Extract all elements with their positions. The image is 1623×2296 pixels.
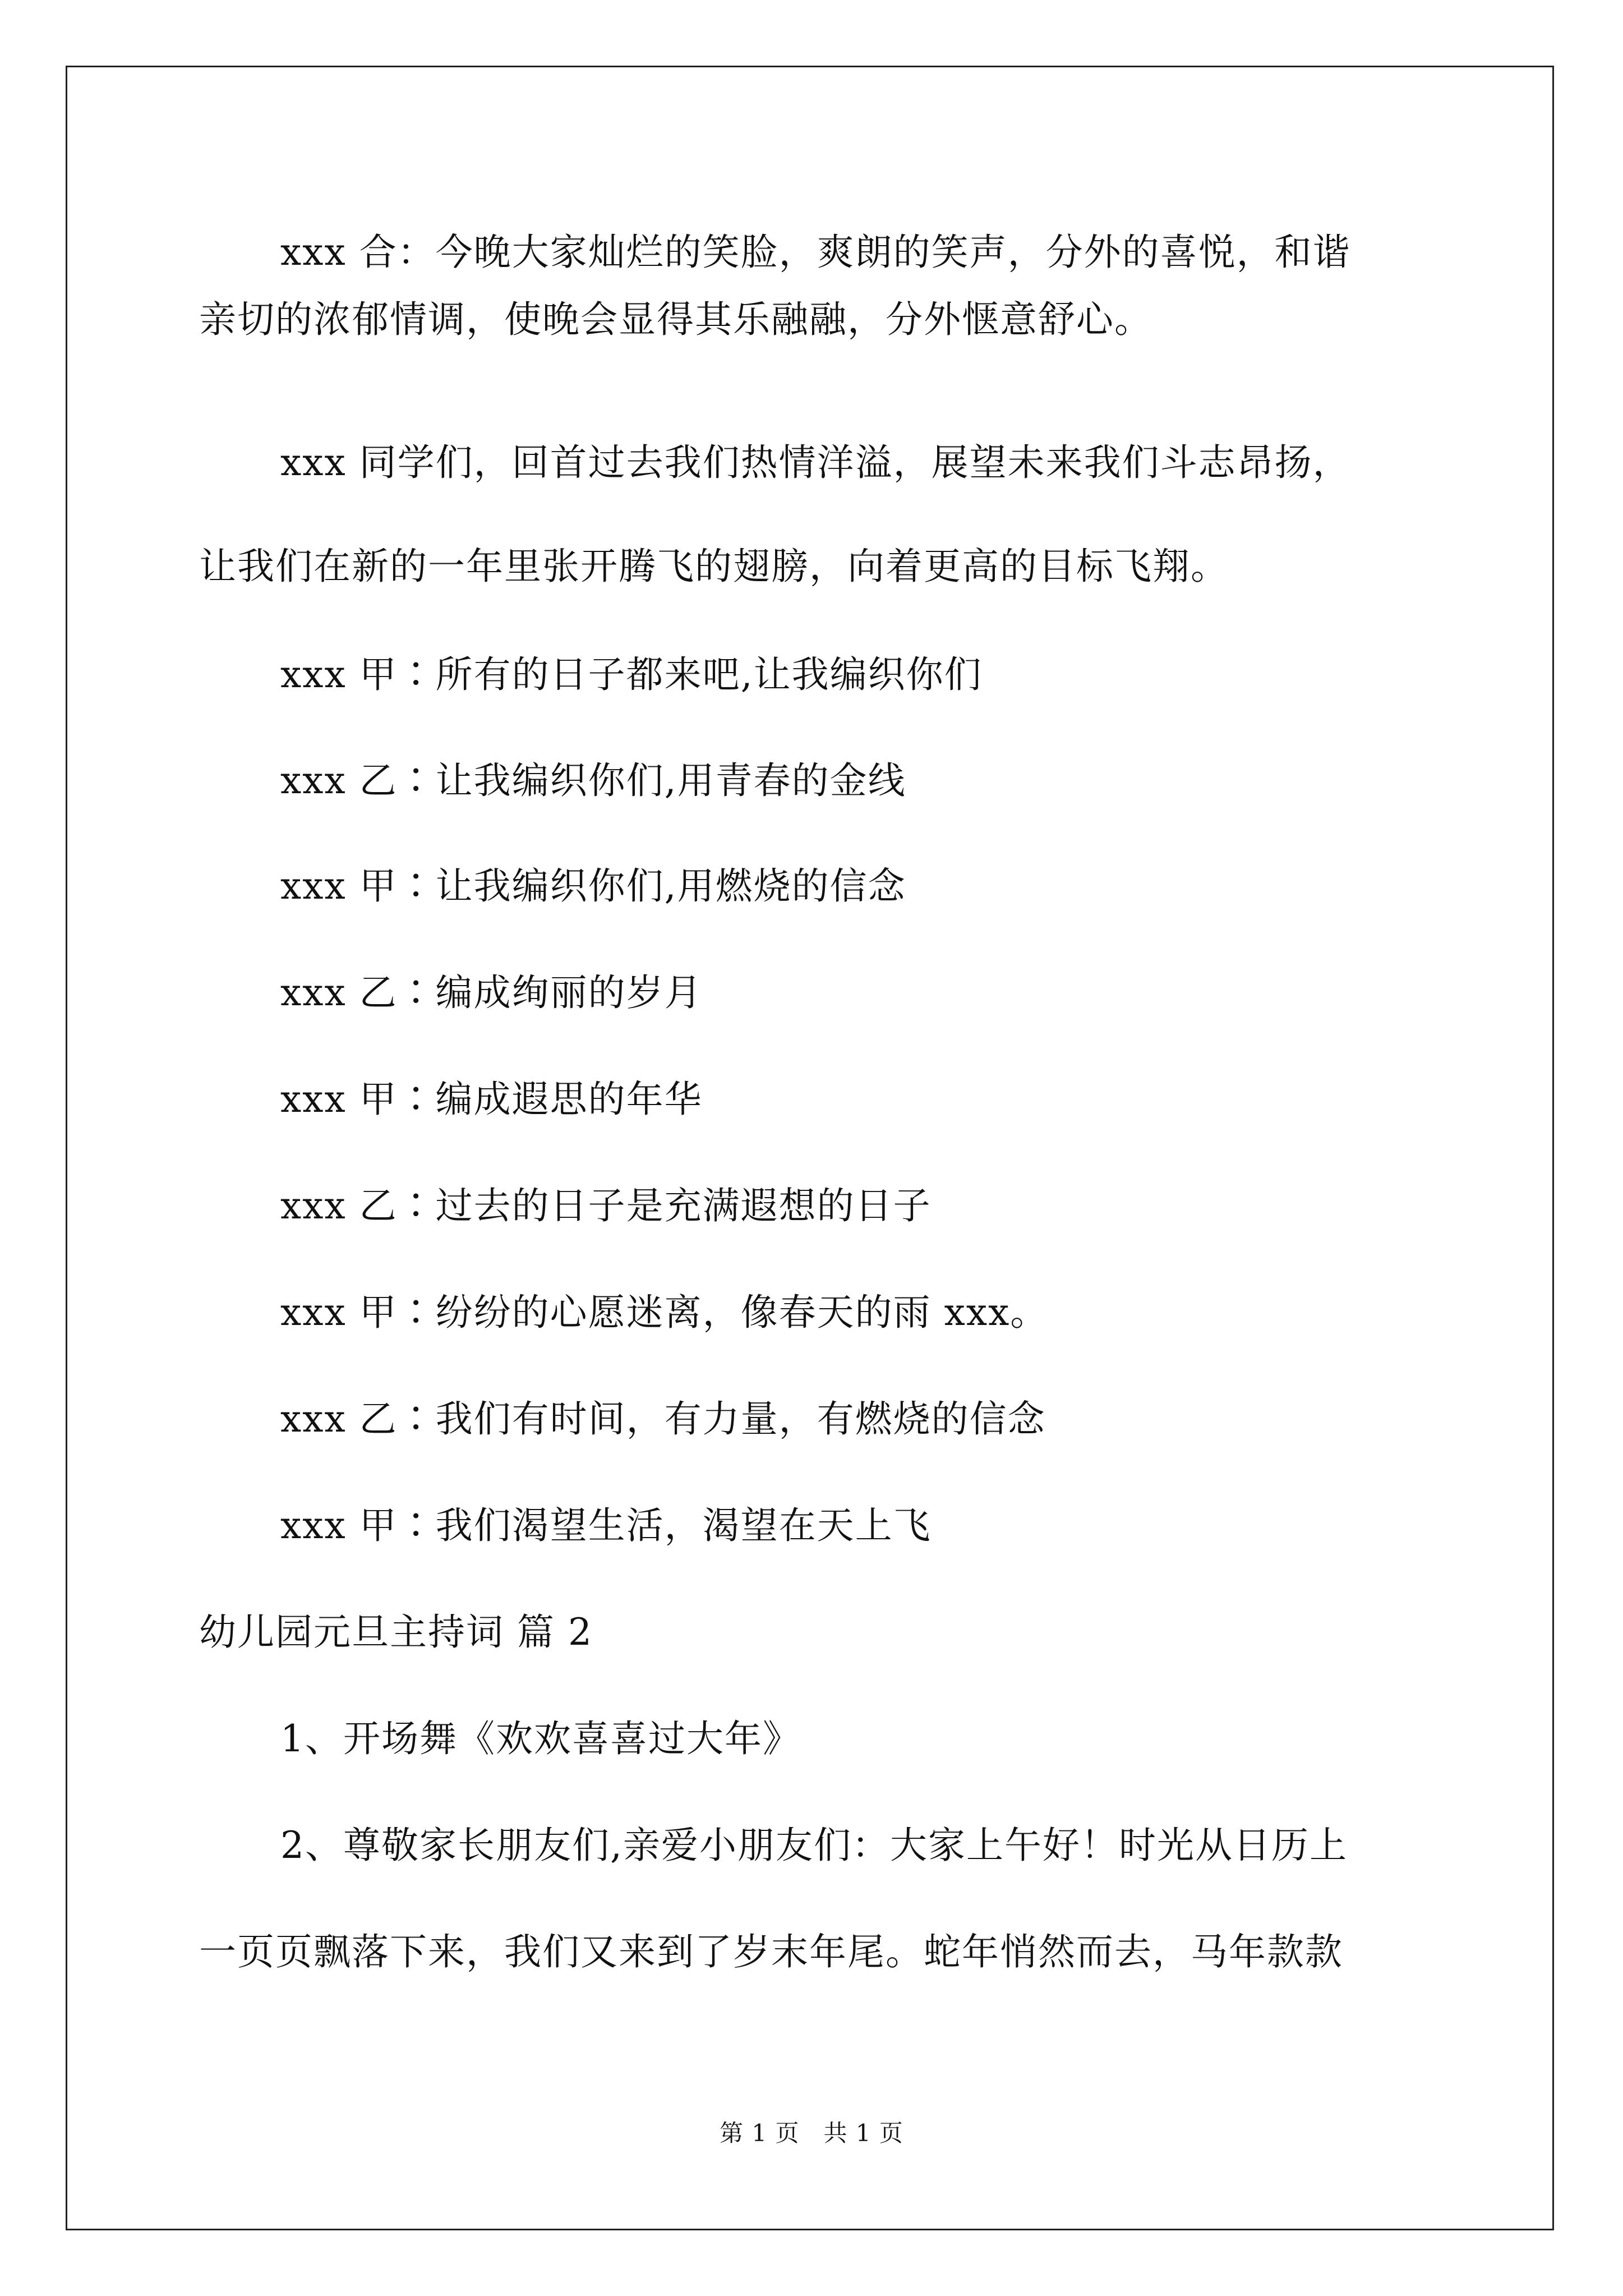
dialogue-line-9: xxx 甲∶我们渴望生活，渴望在天上飞 <box>280 1504 932 1547</box>
dialogue-line-2: xxx 乙∶让我编织你们,用青春的金线 <box>280 759 906 802</box>
paragraph-line-2: 亲切的浓郁情调，使晚会显得其乐融融，分外惬意舒心。 <box>199 298 1152 341</box>
paragraph-line-1: xxx 合：今晚大家灿烂的笑脸，爽朗的笑声，分外的喜悦，和谐 <box>280 231 1351 274</box>
section-heading: 幼儿园元旦主持词 篇 2 <box>199 1611 593 1654</box>
dialogue-line-5: xxx 甲∶编成遐思的年华 <box>280 1078 703 1121</box>
dialogue-line-1: xxx 甲∶所有的日子都来吧,让我编织你们 <box>280 653 983 696</box>
dialogue-line-7: xxx 甲∶纷纷的心愿迷离，像春天的雨 xxx。 <box>280 1291 1049 1334</box>
page-number-footer: 第 1 页 共 1 页 <box>720 2119 903 2147</box>
dialogue-line-8: xxx 乙∶我们有时间，有力量，有燃烧的信念 <box>280 1397 1046 1441</box>
dialogue-line-4: xxx 乙∶编成绚丽的岁月 <box>280 971 703 1014</box>
paragraph-line-3: xxx 同学们，回首过去我们热情洋溢，展望未来我们斗志昂扬， <box>280 441 1351 484</box>
page-border <box>66 66 1554 2230</box>
dialogue-line-3: xxx 甲∶让我编织你们,用燃烧的信念 <box>280 864 906 908</box>
program-item-1: 1、开场舞《欢欢喜喜过大年》 <box>280 1717 801 1760</box>
program-item-2: 2、尊敬家长朋友们,亲爱小朋友们：大家上午好！时光从日历上 <box>280 1824 1348 1867</box>
dialogue-line-6: xxx 乙∶过去的日子是充满遐想的日子 <box>280 1184 932 1227</box>
paragraph-line-4: 让我们在新的一年里张开腾飞的翅膀，向着更高的目标飞翔。 <box>199 545 1229 588</box>
program-item-2-continued: 一页页飘落下来，我们又来到了岁末年尾。蛇年悄然而去，马年款款 <box>199 1930 1343 1973</box>
